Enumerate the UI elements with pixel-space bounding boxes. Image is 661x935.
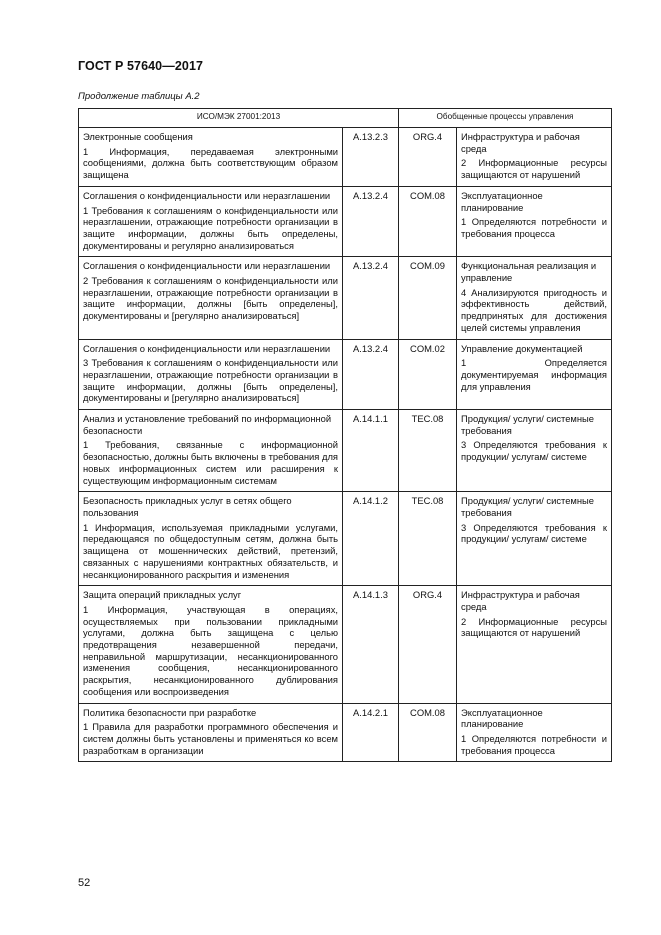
process-title: Эксплуатационное планирование (461, 706, 543, 730)
process-code: COM.09 (399, 257, 457, 339)
process-code: ORG.4 (399, 586, 457, 703)
requirement-text: 1 Требования, связанные с информационной безопасностью, должны быть включены в требования для новых информационных систем или расширения к существующим информационным системам (83, 439, 338, 486)
table-row (79, 257, 612, 339)
process-cell (457, 492, 612, 586)
table-row (79, 410, 612, 492)
process-cell (457, 410, 612, 492)
standard-header: ГОСТ Р 57640—2017 (78, 59, 204, 73)
table-row (79, 128, 612, 187)
requirement-text: 1 Информация, участвующая в операциях, осуществляемых при пользовании прикладными услугами, должна быть защищена с целью предотвращения незавершенной передачи, неправильной маршрутизации, несанкционированного изменения сообщения, несанкционированного раскрытия, несанкционированного дублирования сообщения или воспроизведения (83, 603, 338, 697)
process-cell (457, 703, 612, 762)
process-code: ORG.4 (399, 128, 457, 187)
requirement-cell (79, 128, 343, 187)
requirement-cell (79, 703, 343, 762)
process-title: Инфраструктура и рабочая среда (461, 589, 580, 612)
process-title: Инфраструктура и рабочая среда (461, 131, 580, 154)
requirement-cell (79, 586, 343, 703)
requirement-title: Безопасность прикладных услуг в сетях общего пользования (83, 495, 292, 518)
requirement-title: Анализ и установление требований по информационной безопасности (83, 413, 332, 436)
table-row (79, 703, 612, 762)
process-code: TEC.08 (399, 492, 457, 586)
control-ref: А.13.2.3 (343, 128, 399, 187)
requirement-cell (79, 186, 343, 257)
process-title: Продукция/ услуги/ системные требования (461, 413, 594, 436)
header-iso: ИСО/МЭК 27001:2013 (79, 109, 399, 128)
process-text: 1 Определяется документируемая информация для управления (461, 357, 607, 392)
process-cell (457, 339, 612, 410)
process-title: Управление документацией (461, 342, 583, 354)
control-ref: А.13.2.4 (343, 257, 399, 339)
requirement-title: Политика безопасности при разработке (83, 706, 257, 718)
control-ref: А.14.1.1 (343, 410, 399, 492)
process-text: 1 Определяются потребности и требования процесса (461, 216, 607, 239)
requirement-title: Соглашения о конфиденциальности или неразглашении (83, 189, 331, 201)
process-code: COM.02 (399, 339, 457, 410)
control-ref: А.13.2.4 (343, 339, 399, 410)
header-processes: Обобщенные процессы управления (399, 109, 612, 128)
control-ref: А.13.2.4 (343, 186, 399, 257)
table-row (79, 339, 612, 410)
process-text: 3 Определяются требования к продукции/ услугам/ системе (461, 439, 607, 463)
requirement-cell (79, 257, 343, 339)
process-cell (457, 586, 612, 703)
process-cell (457, 186, 612, 257)
requirement-cell (79, 492, 343, 586)
requirement-cell (79, 339, 343, 410)
requirement-title: Электронные сообщения (83, 131, 193, 142)
requirement-text: 1 Информация, передаваемая электронными сообщениями, должна быть соответствующим образом защищена (83, 145, 338, 181)
process-code: TEC.08 (399, 410, 457, 492)
process-title: Эксплуатационное планирование (461, 189, 543, 213)
requirement-text: 1 Требования к соглашениям о конфиденциальности или неразглашении, отражающие потребности организации в защите информации, должны быть определены, документированы и регулярно анализироваться (83, 204, 338, 251)
requirement-cell (79, 410, 343, 492)
process-cell (457, 257, 612, 339)
process-code: COM.08 (399, 703, 457, 762)
requirement-title: Соглашения о конфиденциальности или неразглашении (83, 260, 331, 272)
table-row (79, 492, 612, 586)
control-ref: А.14.1.2 (343, 492, 399, 586)
process-text: 4 Анализируются пригодность и эффективность действий, предпринятых для достижения целей системы управления (461, 286, 607, 333)
page-number: 52 (78, 877, 91, 889)
process-title: Функциональная реализация и управление (461, 260, 597, 284)
requirement-title: Соглашения о конфиденциальности или неразглашении (83, 342, 331, 354)
control-ref: А.14.2.1 (343, 703, 399, 762)
control-ref: А.14.1.3 (343, 586, 399, 703)
process-code: COM.08 (399, 186, 457, 257)
requirement-title: Защита операций прикладных услуг (83, 589, 242, 601)
requirement-text: 1 Правила для разработки программного обеспечения и систем должны быть установлены и применяться ко всем разработкам в организации (83, 721, 338, 756)
process-text: 1 Определяются потребности и требования процесса (461, 732, 607, 756)
requirement-text: 3 Требования к соглашениям о конфиденциальности или неразглашении, отражающие потребности организации в защите информации, должны [быть определены], документированы и [регулярно анализироваться] (83, 357, 338, 404)
table-caption: Продолжение таблицы А.2 (78, 91, 200, 102)
table-row (79, 586, 612, 703)
table-header-row (79, 109, 612, 128)
process-title: Продукция/ услуги/ системные требования (461, 495, 594, 518)
requirement-text: 2 Требования к соглашениям о конфиденциальности или неразглашении, отражающие потребности организации в защите информации, должны [быть определены], документированы и [регулярно анализироваться] (83, 275, 338, 322)
table-row (79, 186, 612, 257)
process-text: 2 Информационные ресурсы защищаются от нарушений (461, 615, 607, 639)
requirement-text: 1 Информация, используемая прикладными услугами, передающаяся по общедоступным сетям, должна быть защищена от мошеннических действий, претензий, связанных с нарушениями контрактных обязательств, и несанкционированного раскрытия и изменения (83, 521, 338, 580)
process-text: 2 Информационные ресурсы защищаются от нарушений (461, 157, 607, 181)
process-text: 3 Определяются требования к продукции/ услугам/ системе (461, 521, 607, 545)
process-cell (457, 128, 612, 187)
requirements-table (78, 108, 612, 762)
